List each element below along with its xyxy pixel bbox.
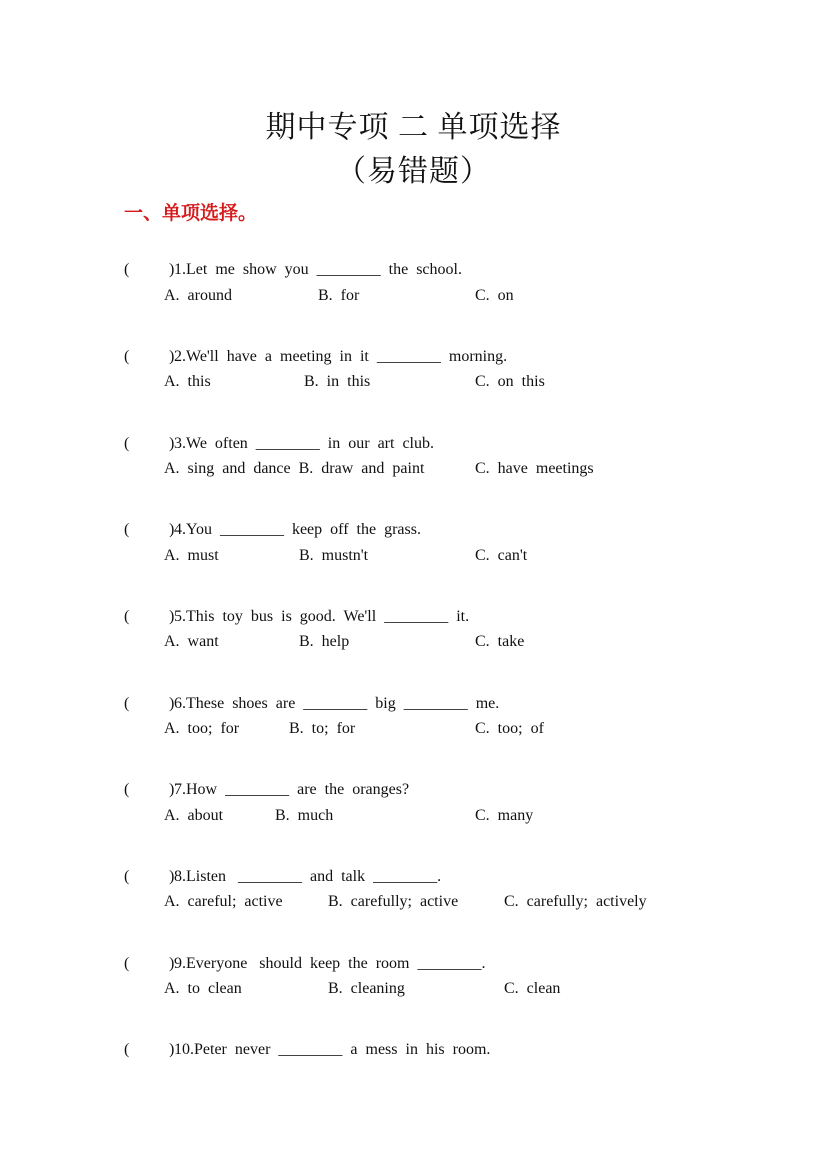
question-1	[124, 243, 462, 279]
option-b: B. to; for	[289, 720, 356, 737]
answer-blank-open[interactable]: (	[124, 695, 130, 712]
answer-blank-close: )	[169, 261, 175, 278]
question-text: 9.Everyone should keep the room ________.	[174, 955, 486, 972]
answer-blank-open[interactable]: (	[124, 955, 130, 972]
answer-blank-open[interactable]: (	[124, 521, 130, 538]
option-a: A. too; for	[164, 720, 240, 737]
answer-blank-open[interactable]: (	[124, 1041, 130, 1058]
question-8	[124, 850, 442, 886]
option-c: C. clean	[504, 980, 561, 997]
option-a: A. around	[164, 287, 232, 304]
option-b: B. mustn't	[299, 547, 369, 564]
answer-blank-close: )	[169, 1041, 175, 1058]
question-3	[124, 417, 434, 453]
option-c: C. can't	[475, 547, 528, 564]
question-text: 5.This toy bus is good. We'll ________ it.	[174, 608, 470, 625]
option-c: C. carefully; actively	[504, 893, 647, 910]
question-10	[124, 1023, 491, 1059]
option-a: A. about	[164, 807, 224, 824]
option-a: A. must	[164, 547, 219, 564]
answer-blank-open[interactable]: (	[124, 608, 130, 625]
question-text: 7.How ________ are the oranges?	[174, 781, 410, 798]
answer-blank-close: )	[169, 781, 175, 798]
question-text: 6.These shoes are ________ big ________ me.	[174, 695, 500, 712]
answer-blank-open[interactable]: (	[124, 435, 130, 452]
option-a: A. careful; active	[164, 893, 283, 910]
question-4	[124, 503, 421, 539]
answer-blank-open[interactable]: (	[124, 348, 130, 365]
option-b: B. cleaning	[328, 980, 405, 997]
option-a-b: A. sing and dance B. draw and paint	[164, 460, 425, 477]
answer-blank-close: )	[169, 521, 175, 538]
answer-blank-close: )	[169, 955, 175, 972]
answer-blank-close: )	[169, 695, 175, 712]
page-title: 期中专项 二 单项选择	[265, 111, 562, 144]
question-text: 2.We'll have a meeting in it ________ morning.	[174, 348, 508, 365]
question-text: 10.Peter never ________ a mess in his room.	[174, 1041, 491, 1058]
answer-blank-open[interactable]: (	[124, 781, 130, 798]
option-c: C. too; of	[475, 720, 544, 737]
question-5	[124, 590, 470, 626]
answer-blank-open[interactable]: (	[124, 868, 130, 885]
question-7	[124, 763, 410, 799]
page-subtitle: （易错题）	[336, 155, 491, 188]
option-b: B. in this	[304, 373, 371, 390]
answer-blank-open[interactable]: (	[124, 261, 130, 278]
option-b: B. carefully; active	[328, 893, 459, 910]
option-b: B. for	[318, 287, 360, 304]
option-a: A. to clean	[164, 980, 242, 997]
answer-blank-close: )	[169, 435, 175, 452]
option-c: C. many	[475, 807, 534, 824]
question-text: 8.Listen ________ and talk ________.	[174, 868, 442, 885]
question-text: 1.Let me show you ________ the school.	[174, 261, 462, 278]
question-text: 4.You ________ keep off the grass.	[174, 521, 421, 538]
option-b: B. help	[299, 633, 350, 650]
option-c: C. take	[475, 633, 525, 650]
section-heading: 一、单项选择。	[124, 202, 258, 224]
question-6	[124, 677, 500, 713]
question-9	[124, 937, 486, 973]
option-a: A. want	[164, 633, 219, 650]
question-text: 3.We often ________ in our art club.	[174, 435, 434, 452]
option-c: C. have meetings	[475, 460, 594, 477]
option-c: C. on this	[475, 373, 545, 390]
answer-blank-close: )	[169, 348, 175, 365]
answer-blank-close: )	[169, 608, 175, 625]
question-2	[124, 330, 508, 366]
option-c: C. on	[475, 287, 514, 304]
answer-blank-close: )	[169, 868, 175, 885]
option-b: B. much	[275, 807, 334, 824]
option-a: A. this	[164, 373, 211, 390]
